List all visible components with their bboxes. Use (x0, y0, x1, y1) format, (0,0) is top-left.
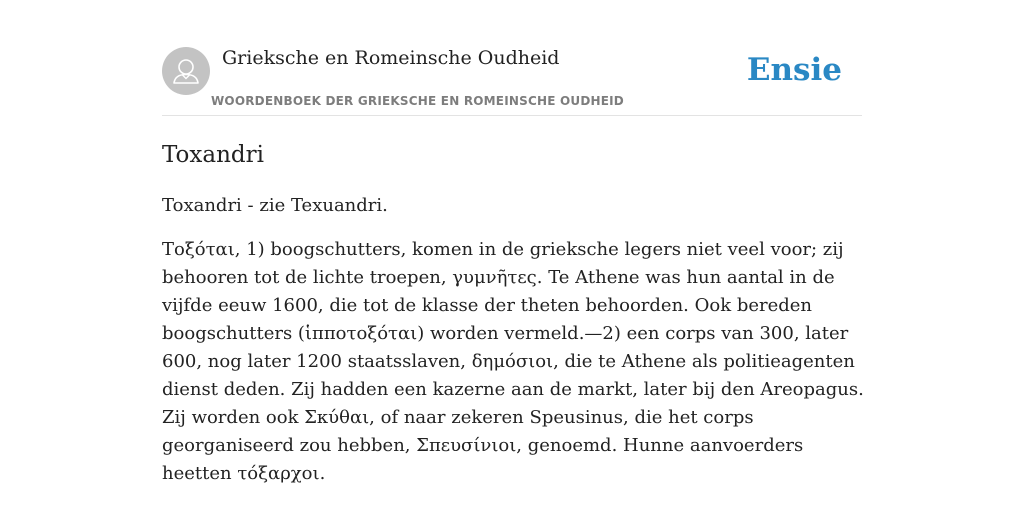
entry-paragraph: Toxandri - zie Texuandri. (162, 195, 388, 216)
user-icon (162, 47, 210, 95)
entry-paragraph: Τοξόται, 1) boogschutters, komen in de grieksche legers niet veel voor; zij behooren tot de lichte troepen, γυμνῆτες. Te Athene was hun aantal in de vijfde eeuw 1600, die tot de klasse der theten behoorden. Ook bereden boogschutters (ἱπποτοξόται) worden vermeld.—2) een corps van 300, later 600, nog later 1200 staatsslaven, δημόσιοι, die te Athene als politieagenten dienst deden. Zij hadden een kazerne aan de markt, later bij den Areopagus. Zij worden ook Σκύθαι, of naar zekeren Speusinus, die het corps georganiseerd zou hebben, Σπευσίνιοι, genoemd. Hunne aanvoerders heetten τόξαρχοι. (162, 239, 864, 484)
source-subtitle: WOORDENBOEK DER GRIEKSCHE EN ROMEINSCHE OUDHEID (211, 94, 624, 108)
entry-title: Toxandri (162, 142, 264, 168)
brand-logo[interactable]: Ensie (746, 52, 842, 88)
source-title[interactable]: Grieksche en Romeinsche Oudheid (222, 47, 560, 69)
entry-body (162, 192, 866, 504)
header-divider (162, 115, 862, 116)
source-avatar[interactable] (162, 47, 210, 95)
